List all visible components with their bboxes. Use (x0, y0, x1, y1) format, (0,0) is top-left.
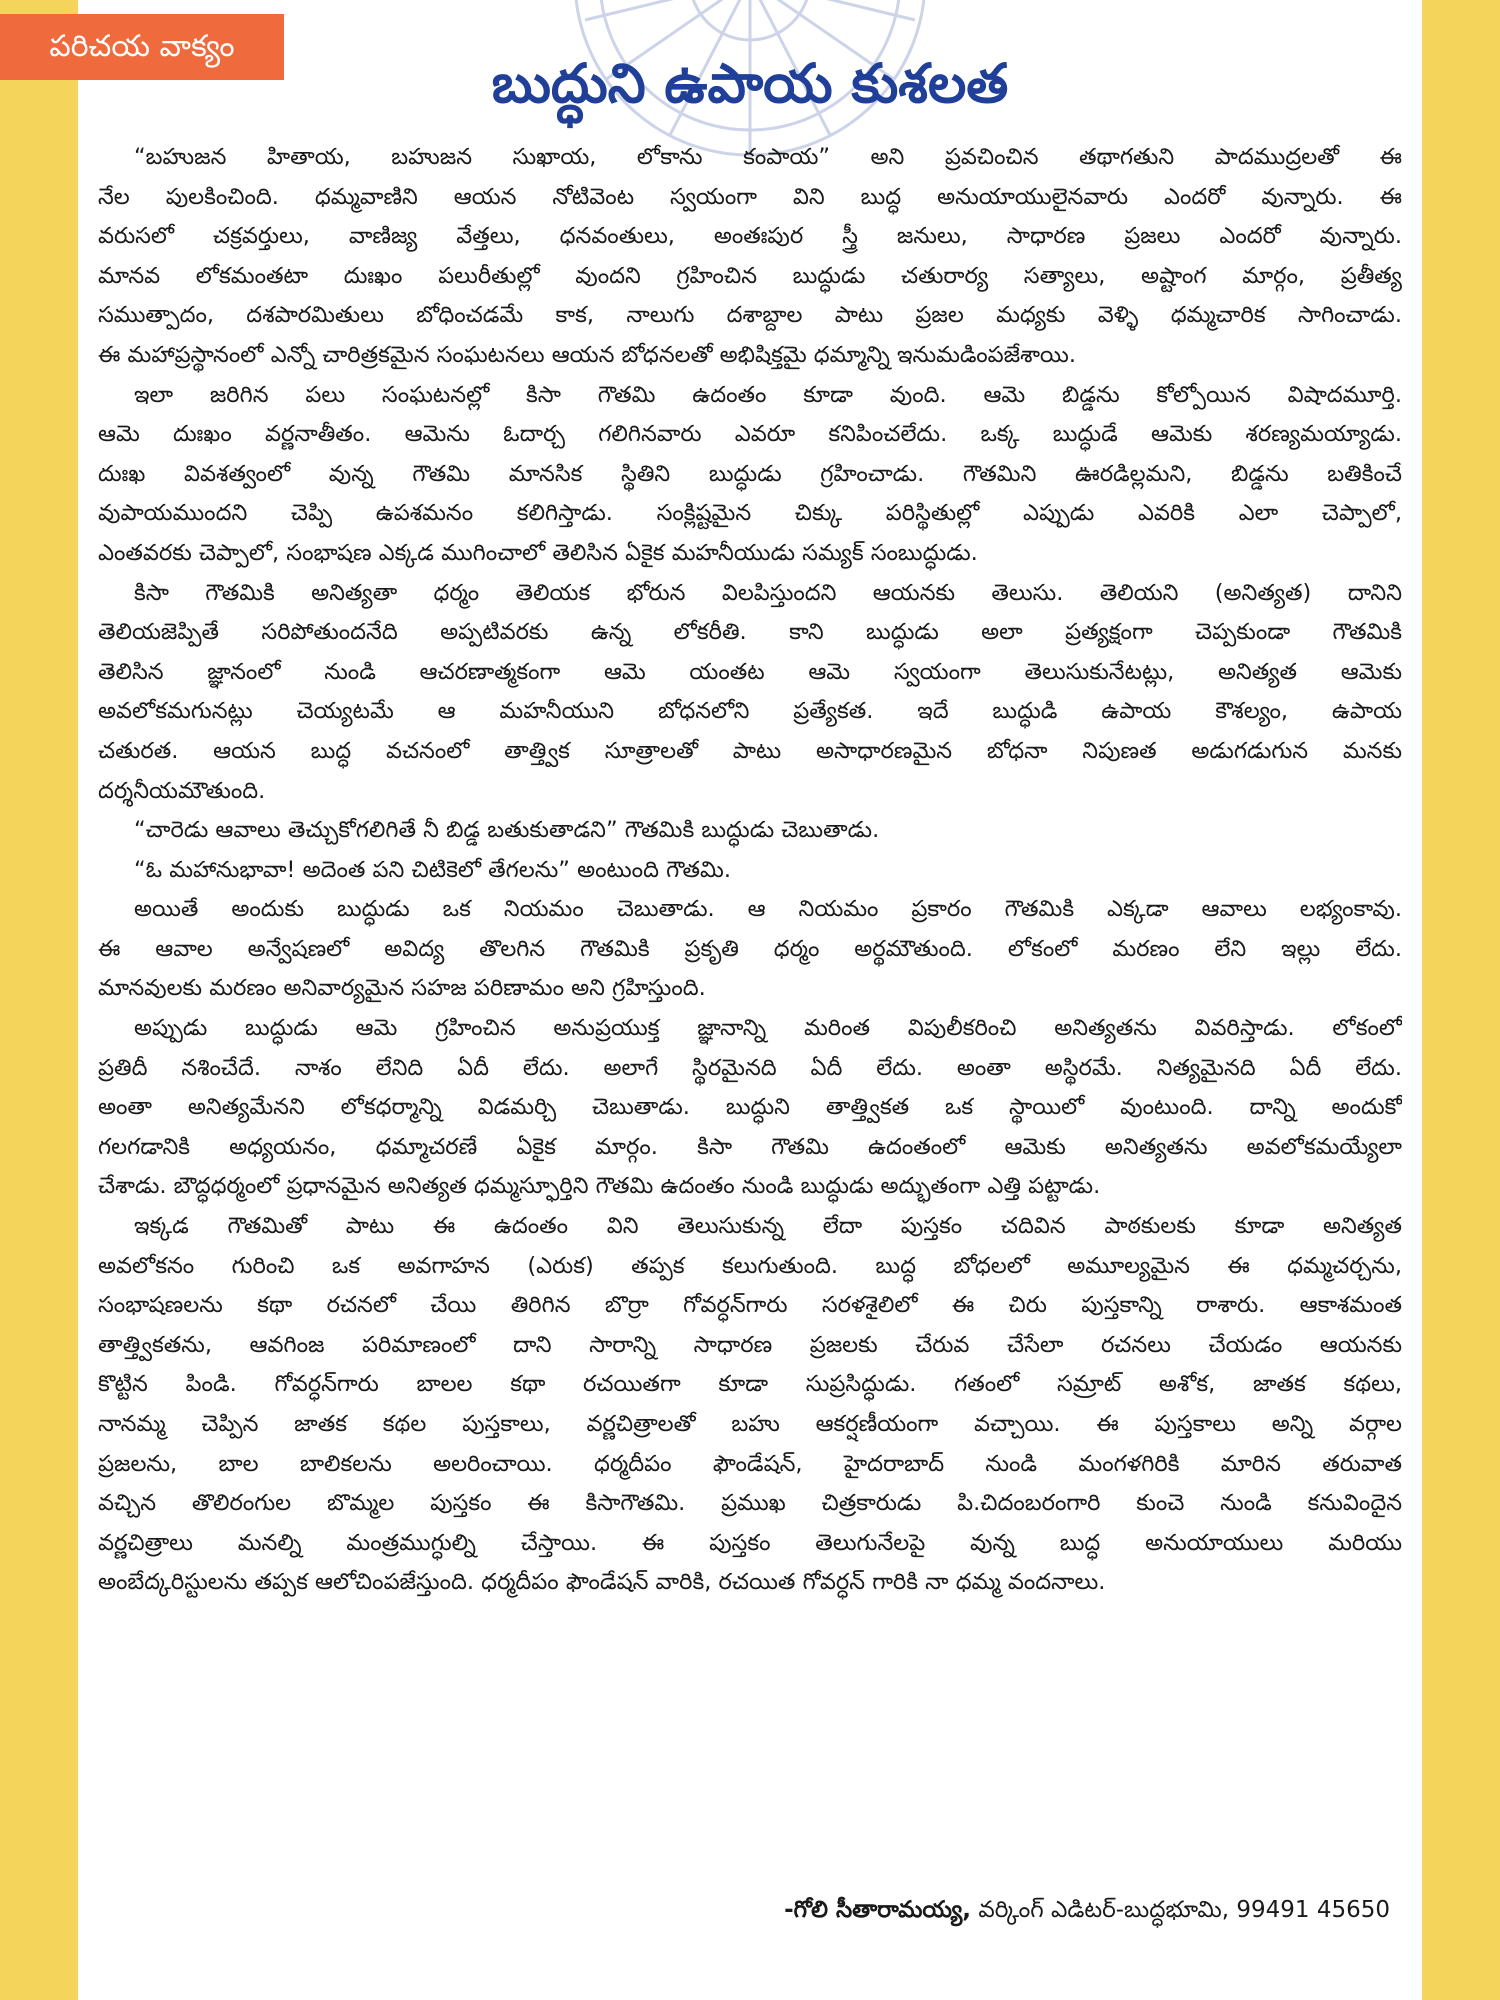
body-line: చతురత. ఆయన బుద్ధ వచనంలో తాత్త్విక సూత్రాలతో పాటు అసాధారణమైన బోధనా నిపుణత అడుగడుగున మనకు (98, 737, 1402, 764)
body-line: కిసా గౌతమికి అనిత్యతా ధర్మం తెలియక భోరున విలపిస్తుందని ఆయనకు తెలుసు. తెలియని (అనిత్యత) దానిని (134, 579, 1402, 606)
body-line: అయితే అందుకు బుద్ధుడు ఒక నియమం చెబుతాడు. ఆ నియమం ప్రకారం గౌతమికి ఎక్కడా ఆవాలు లభ్యంకావు. (134, 896, 1402, 923)
body-line: అంతా అనిత్యమేనని లోకధర్మాన్ని విడమర్చి చెబుతాడు. బుద్ధుని తాత్త్వికత ఒక స్థాయిలో వుంటుంది. దాన్ని అందుకో (98, 1094, 1402, 1121)
body-line: ఈ మహాప్రస్థానంలో ఎన్నో చారిత్రకమైన సంఘటనలు ఆయన బోధనలతో అభిషిక్తమై ధమ్మాన్ని ఇనుమడింపజేశాయి. (98, 341, 1077, 368)
body-line: దుఃఖ వివశత్వంలో వున్న గౌతమి మానసిక స్థితిని బుద్ధుడు గ్రహించాడు. గౌతమిని ఊరడిల్లమని, బిడ్డను బతికించే (98, 460, 1402, 487)
body-line: వరుసలో చక్రవర్తులు, వాణిజ్య వేత్తలు, ధనవంతులు, అంతఃపుర స్త్రీ జనులు, సాధారణ ప్రజలు ఎందరో వున్నారు. (98, 223, 1402, 250)
article-body (98, 138, 1402, 1603)
right-border-strip (1422, 0, 1500, 2000)
body-line: అంబేద్కరిస్టులను తప్పక ఆలోచింపజేస్తుంది. ధర్మదీపం ఫౌండేషన్ వారికి, రచయిత గోవర్ధన్ గారికి నా ధమ్మ వందనాలు. (98, 1569, 1106, 1596)
body-line: వర్ణచిత్రాలు మనల్ని మంత్రముగ్ధుల్ని చేస్తాయి. ఈ పుస్తకం తెలుగునేలపై వున్న బుద్ధ అనుయాయులు మరియు (98, 1529, 1402, 1556)
body-line: అవలోకనం గురించి ఒక అవగాహన (ఎరుక) తప్పక కలుగుతుంది. బుద్ధ బోధలలో అమూల్యమైన ఈ ధమ్మచర్చను, (98, 1252, 1402, 1279)
body-line: సంభాషణలను కథా రచనలో చేయి తిరిగిన బొర్రా గోవర్ధన్‌గారు సరళశైలిలో ఈ చిరు పుస్తకాన్ని రాశారు. ఆకాశమంత (98, 1292, 1402, 1319)
body-line: వచ్చిన తొలిరంగుల బొమ్మల పుస్తకం ఈ కిసాగౌతమి. ప్రముఖ చిత్రకారుడు పి.చిదంబరంగారి కుంచె నుండి కనువిందైన (98, 1490, 1402, 1517)
body-line: “చారెడు ఆవాలు తెచ్చుకోగలిగితే నీ బిడ్డ బతుకుతాడని” గౌతమికి బుద్ధుడు చెబుతాడు. (134, 817, 880, 844)
body-line: మానవ లోకమంతటా దుఃఖం పలురీతుల్లో వుందని గ్రహించిన బుద్ధుడు చతురార్య సత్యాలు, అష్టాంగ మార్గం, ప్రతీత్య (98, 262, 1402, 289)
body-line: మానవులకు మరణం అనివార్యమైన సహజ పరిణామం అని గ్రహిస్తుంది. (98, 975, 706, 1002)
body-line: తెలియజెప్పితే సరిపోతుందనేది అప్పటివరకు ఉన్న లోకరీతి. కాని బుద్ధుడు అలా ప్రత్యక్షంగా చెప్పకుండా గౌతమికి (98, 619, 1402, 646)
body-line: నానమ్మ చెప్పిన జాతక కథల పుస్తకాలు, వర్ణచిత్రాలతో బహు ఆకర్షణీయంగా వచ్చాయి. ఈ పుస్తకాలు అన్ని వర్గాల (98, 1411, 1402, 1437)
body-line: ఆమె దుఃఖం వర్ణనాతీతం. ఆమెను ఓదార్చ గలిగినవారు ఎవరూ కనిపించలేదు. ఒక్క బుద్ధుడే ఆమెకు శరణ్యమయ్యాడు. (98, 421, 1402, 448)
body-line: తాత్త్వికతను, ఆవగింజ పరిమాణంలో దాని సారాన్ని సాధారణ ప్రజలకు చేరువ చేసేలా రచనలు చేయడం ఆయనకు (98, 1331, 1402, 1358)
body-line: ఇలా జరిగిన పలు సంఘటనల్లో కిసా గౌతమి ఉదంతం కూడా వుంది. ఆమె బిడ్డను కోల్పోయిన విషాదమూర్తి. (134, 381, 1402, 408)
body-line: ఇక్కడ గౌతమితో పాటు ఈ ఉదంతం విని తెలుసుకున్న లేదా పుస్తకం చదివిన పాఠకులకు కూడా అనిత్యత (134, 1213, 1402, 1240)
body-line: దర్శనీయమౌతుంది. (98, 777, 266, 804)
body-line: తెలిసిన జ్ఞానంలో నుండి ఆచరణాత్మకంగా ఆమె యంతట ఆమె స్వయంగా తెలుసుకునేటట్లు, అనిత్యత ఆమెకు (98, 658, 1402, 685)
body-line: “ఓ మహానుభావా! అదెంత పని చిటికెలో తేగలను” అంటుంది గౌతమి. (134, 856, 731, 883)
body-line: ఈ ఆవాల అన్వేషణలో అవిద్య తొలగిన గౌతమికి ప్రకృతి ధర్మం అర్థమౌతుంది. లోకంలో మరణం లేని ఇల్లు లేదు. (98, 935, 1402, 962)
body-line: ప్రజలను, బాల బాలికలను అలరించాయి. ధర్మదీపం ఫౌండేషన్, హైదరాబాద్ నుండి మంగళగిరికి మారిన తరువాత (98, 1450, 1402, 1477)
body-line: వుపాయముందని చెప్పి ఉపశమనం కలిగిస్తాడు. సంక్లిష్టమైన చిక్కు పరిస్థితుల్లో ఎప్పుడు ఎవరికి ఎలా చెప్పాలో, (98, 500, 1402, 527)
left-border-strip (0, 0, 78, 2000)
signature-line (784, 1890, 1390, 1930)
body-line: “బహుజన హితాయ, బహుజన సుఖాయ, లోకాను కంపాయ” అని ప్రవచించిన తథాగతుని పాదముద్రలతో ఈ (134, 144, 1402, 170)
body-line: అవలోకమగునట్లు చెయ్యటమే ఆ మహనీయుని బోధనలోని ప్రత్యేకత. ఇదే బుద్ధుడి ఉపాయ కౌశల్యం, ఉపాయ (98, 698, 1402, 725)
body-line: గలగడానికి అధ్యయనం, ధమ్మాచరణే ఏకైక మార్గం. కిసా గౌతమి ఉదంతంలో ఆమెకు అనిత్యతను అవలోకమయ్యేలా (98, 1133, 1402, 1160)
body-line: సముత్పాదం, దశపారమితులు బోధించడమే కాక, నాలుగు దశాబ్దాల పాటు ప్రజల మధ్యకు వెళ్ళి ధమ్మచారిక సాగించాడు. (98, 302, 1402, 329)
body-line: చేశాడు. బౌద్ధధర్మంలో ప్రధానమైన అనిత్యత ధమ్మస్ఫూర్తిని గౌతమి ఉదంతం నుండి బుద్ధుడు అద్భుతంగా ఎత్తి పట్టాడు. (98, 1173, 1101, 1200)
body-line: నేల పులకించింది. ధమ్మవాణిని ఆయన నోటివెంట స్వయంగా విని బుద్ధ అనుయాయులైనవారు ఎందరో వున్నారు. ఈ (98, 183, 1402, 210)
author-name: -గోలి సీతారామయ్య, (784, 1897, 972, 1923)
body-line: ఎంతవరకు చెప్పాలో, సంభాషణ ఎక్కడ ముగించాలో తెలిసిన ఏకైక మహనీయుడు సమ్యక్ సంబుద్ధుడు. (98, 539, 978, 566)
section-tag: పరిచయ వాక్యం (0, 14, 284, 80)
author-role: వర్కింగ్ ఎడిటర్-బుద్ధభూమి, 99491 45650 (978, 1897, 1390, 1923)
body-line: కొట్టిన పిండి. గోవర్ధన్‌గారు బాలల కథా రచయితగా కూడా సుప్రసిద్ధుడు. గతంలో సమ్రాట్ అశోక, జాతక కథలు, (98, 1371, 1402, 1398)
body-line: ప్రతిదీ నశించేదే. నాశం లేనిది ఏదీ లేదు. అలాగే స్థిరమైనది ఏదీ లేదు. అంతా అస్థిరమే. నిత్యమైనది ఏదీ లేదు. (98, 1054, 1402, 1081)
body-line: అప్పుడు బుద్ధుడు ఆమె గ్రహించిన అనుప్రయుక్త జ్ఞానాన్ని మరింత విపులీకరించి అనిత్యతను వివరిస్తాడు. లోకంలో (134, 1015, 1402, 1042)
article-title: బుద్ధుని ఉపాయ కుశలత (491, 52, 1009, 115)
